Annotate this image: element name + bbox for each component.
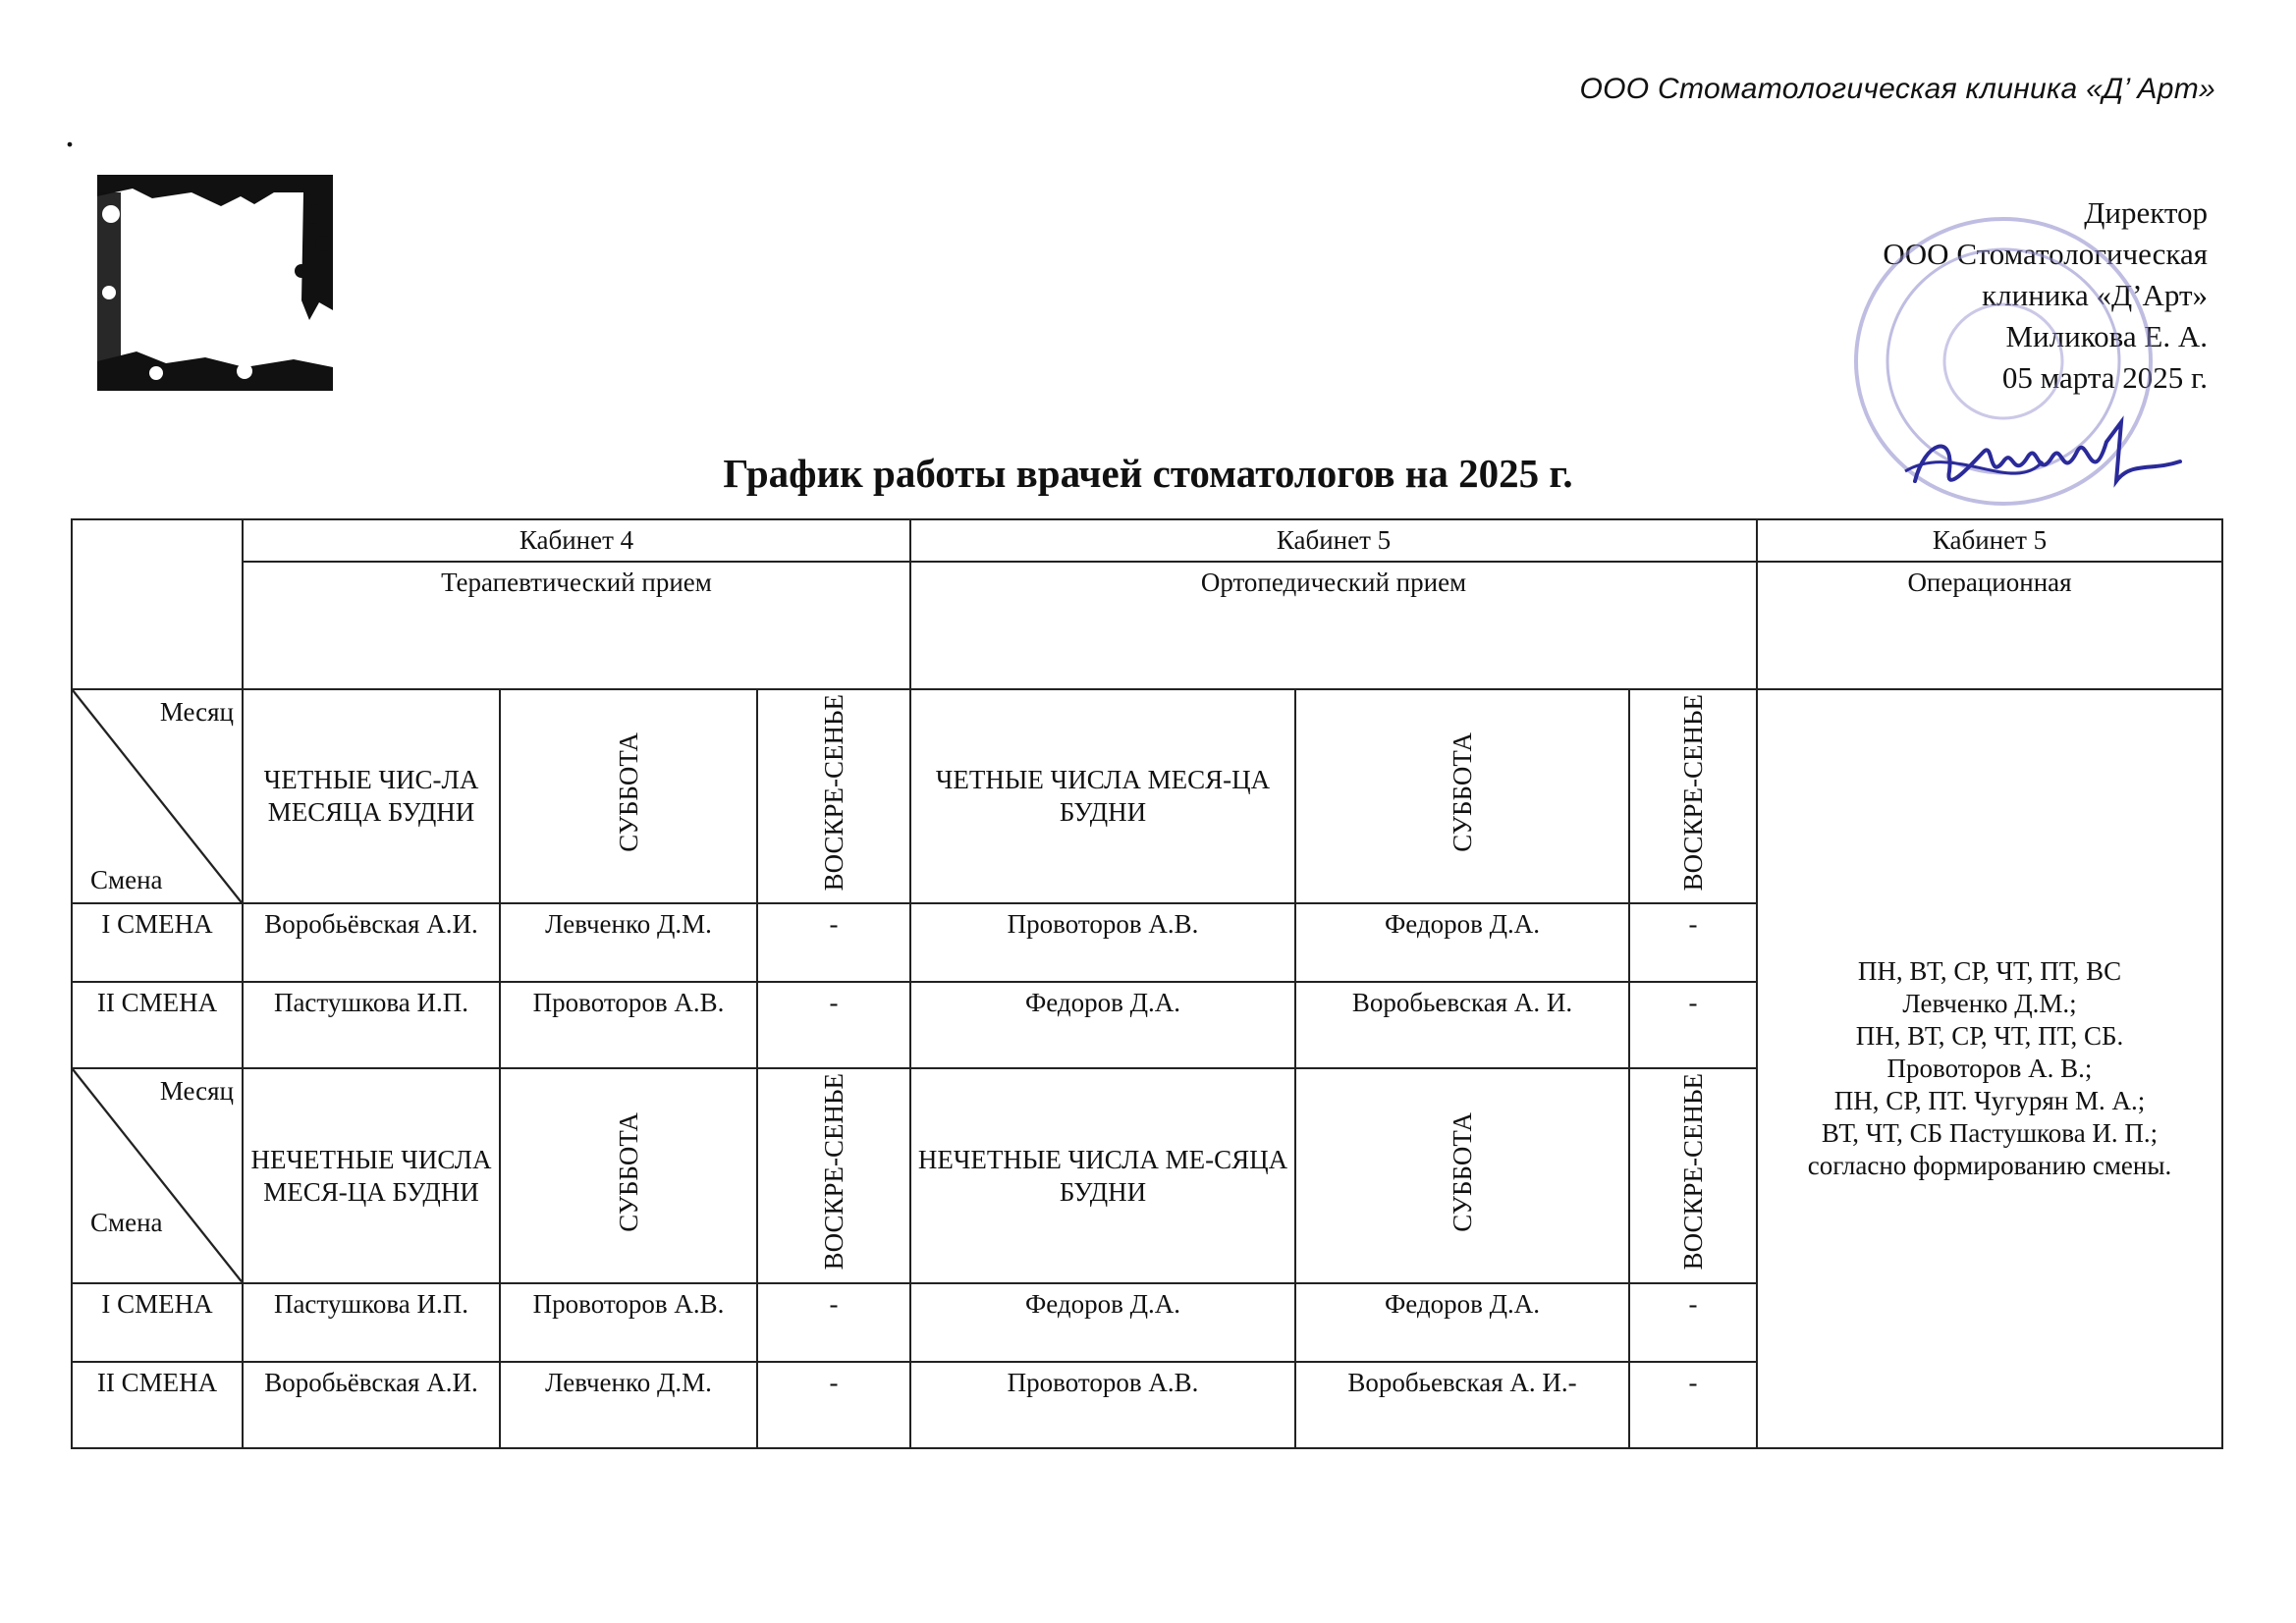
- surgery-line-5: ПН, СР, ПТ. Чугурян М. А.;: [1833, 1085, 2146, 1115]
- shift-label: I СМЕНА: [72, 1283, 243, 1362]
- even-weekday-header-cab4: ЧЕТНЫЕ ЧИС-ЛА МЕСЯЦА БУДНИ: [243, 689, 500, 903]
- surgery-header: Операционная: [1757, 562, 2222, 689]
- ortho-header: Ортопедический прием: [910, 562, 1757, 689]
- cab4-saturday-doctor: Левченко Д.М.: [500, 903, 757, 982]
- approval-org-name: клиника «Д’Арт»: [1982, 278, 2208, 312]
- surgery-line-6: ВТ, ЧТ, СБ Пастушкова И. П.;: [1821, 1117, 2159, 1148]
- cab4-weekday-doctor: Пастушкова И.П.: [243, 982, 500, 1068]
- cab5-saturday-doctor: Воробьевская А. И.: [1295, 982, 1629, 1068]
- odd-weekday-header-cab5: НЕЧЕТНЫЕ ЧИСЛА МЕ-СЯЦА БУДНИ: [910, 1068, 1295, 1282]
- even-corner-cell: [72, 689, 243, 903]
- surgery-line-4: Провоторов А. В.;: [1886, 1053, 2093, 1083]
- even-saturday-header-cab4: СУББОТА: [614, 732, 643, 853]
- cab4-sunday-doctor: -: [757, 982, 910, 1068]
- shift-label: II СМЕНА: [72, 1362, 243, 1448]
- header-empty-cell: [72, 519, 243, 689]
- even-sunday-header-cab4: ВОСКРЕ-СЕНЬЕ: [819, 694, 848, 892]
- shift-label: I СМЕНА: [72, 903, 243, 982]
- cabinet-4-header: Кабинет 4: [243, 519, 910, 562]
- corner-shift-label: Смена: [90, 865, 163, 895]
- odd-corner-cell: [72, 1068, 243, 1282]
- cab5-saturday-doctor: Федоров Д.А.: [1295, 903, 1629, 982]
- cab5-saturday-doctor: Федоров Д.А.: [1295, 1283, 1629, 1362]
- even-weekday-header-cab5: ЧЕТНЫЕ ЧИСЛА МЕСЯ-ЦА БУДНИ: [910, 689, 1295, 903]
- cabinet-5-surgery-header: Кабинет 5: [1757, 519, 2222, 562]
- therapy-header: Терапевтический прием: [243, 562, 910, 689]
- surgery-line-2: Левченко Д.М.;: [1902, 988, 2077, 1018]
- cab4-weekday-doctor: Воробьёвская А.И.: [243, 1362, 500, 1448]
- odd-weekday-header-cab4: НЕЧЕТНЫЕ ЧИСЛА МЕСЯ-ЦА БУДНИ: [243, 1068, 500, 1282]
- shift-label: II СМЕНА: [72, 982, 243, 1068]
- approval-org: ООО Стоматологическая: [1883, 237, 2208, 271]
- cab5-weekday-doctor: Провоторов А.В.: [910, 903, 1295, 982]
- cab4-sunday-doctor: -: [757, 903, 910, 982]
- cab4-sunday-doctor: -: [757, 1283, 910, 1362]
- stray-dot: .: [65, 111, 75, 155]
- cabinet-5-header: Кабинет 5: [910, 519, 1757, 562]
- cab4-weekday-doctor: Воробьёвская А.И.: [243, 903, 500, 982]
- clinic-logo: [97, 175, 333, 391]
- cab5-weekday-doctor: Федоров Д.А.: [910, 1283, 1295, 1362]
- cab5-saturday-doctor: Воробьевская А. И.-: [1295, 1362, 1629, 1448]
- cab5-weekday-doctor: Провоторов А.В.: [910, 1362, 1295, 1448]
- cab5-sunday-doctor: -: [1629, 1283, 1757, 1362]
- cab4-weekday-doctor: Пастушкова И.П.: [243, 1283, 500, 1362]
- corner-month-label: Месяц: [159, 697, 234, 727]
- cab4-saturday-doctor: Провоторов А.В.: [500, 1283, 757, 1362]
- cab4-saturday-doctor: Левченко Д.М.: [500, 1362, 757, 1448]
- odd-saturday-header-cab5: СУББОТА: [1448, 1111, 1477, 1232]
- approval-title: Директор: [2084, 195, 2208, 230]
- even-saturday-header-cab5: СУББОТА: [1448, 732, 1477, 853]
- corner-month-label: Месяц: [159, 1076, 234, 1107]
- odd-sunday-header-cab4: ВОСКРЕ-СЕНЬЕ: [819, 1073, 848, 1271]
- cab5-sunday-doctor: -: [1629, 903, 1757, 982]
- cab5-sunday-doctor: -: [1629, 1362, 1757, 1448]
- surgery-line-1: ПН, ВТ, СР, ЧТ, ПТ, ВС: [1857, 955, 2122, 986]
- surgery-schedule-cell: [1757, 689, 2222, 1448]
- surgery-line-3: ПН, ВТ, СР, ЧТ, ПТ, СБ.: [1855, 1020, 2124, 1051]
- corner-shift-label: Смена: [90, 1207, 163, 1237]
- page-title: График работы врачей стоматологов на 2025 г.: [723, 451, 1573, 496]
- cab4-saturday-doctor: Провоторов А.В.: [500, 982, 757, 1068]
- organization-name: ООО Стоматологическая клиника «Д’ Арт»: [1579, 73, 2215, 105]
- even-sunday-header-cab5: ВОСКРЕ-СЕНЬЕ: [1678, 694, 1708, 892]
- approval-director-name: Миликова Е. А.: [2005, 319, 2208, 353]
- odd-sunday-header-cab5: ВОСКРЕ-СЕНЬЕ: [1678, 1073, 1708, 1271]
- approval-date: 05 марта 2025 г.: [2001, 360, 2208, 395]
- cab5-weekday-doctor: Федоров Д.А.: [910, 982, 1295, 1068]
- odd-saturday-header-cab4: СУББОТА: [614, 1111, 643, 1232]
- schedule-table: [71, 518, 2223, 1449]
- cab5-sunday-doctor: -: [1629, 982, 1757, 1068]
- surgery-line-7: согласно формированию смены.: [1807, 1150, 2172, 1180]
- cab4-sunday-doctor: -: [757, 1362, 910, 1448]
